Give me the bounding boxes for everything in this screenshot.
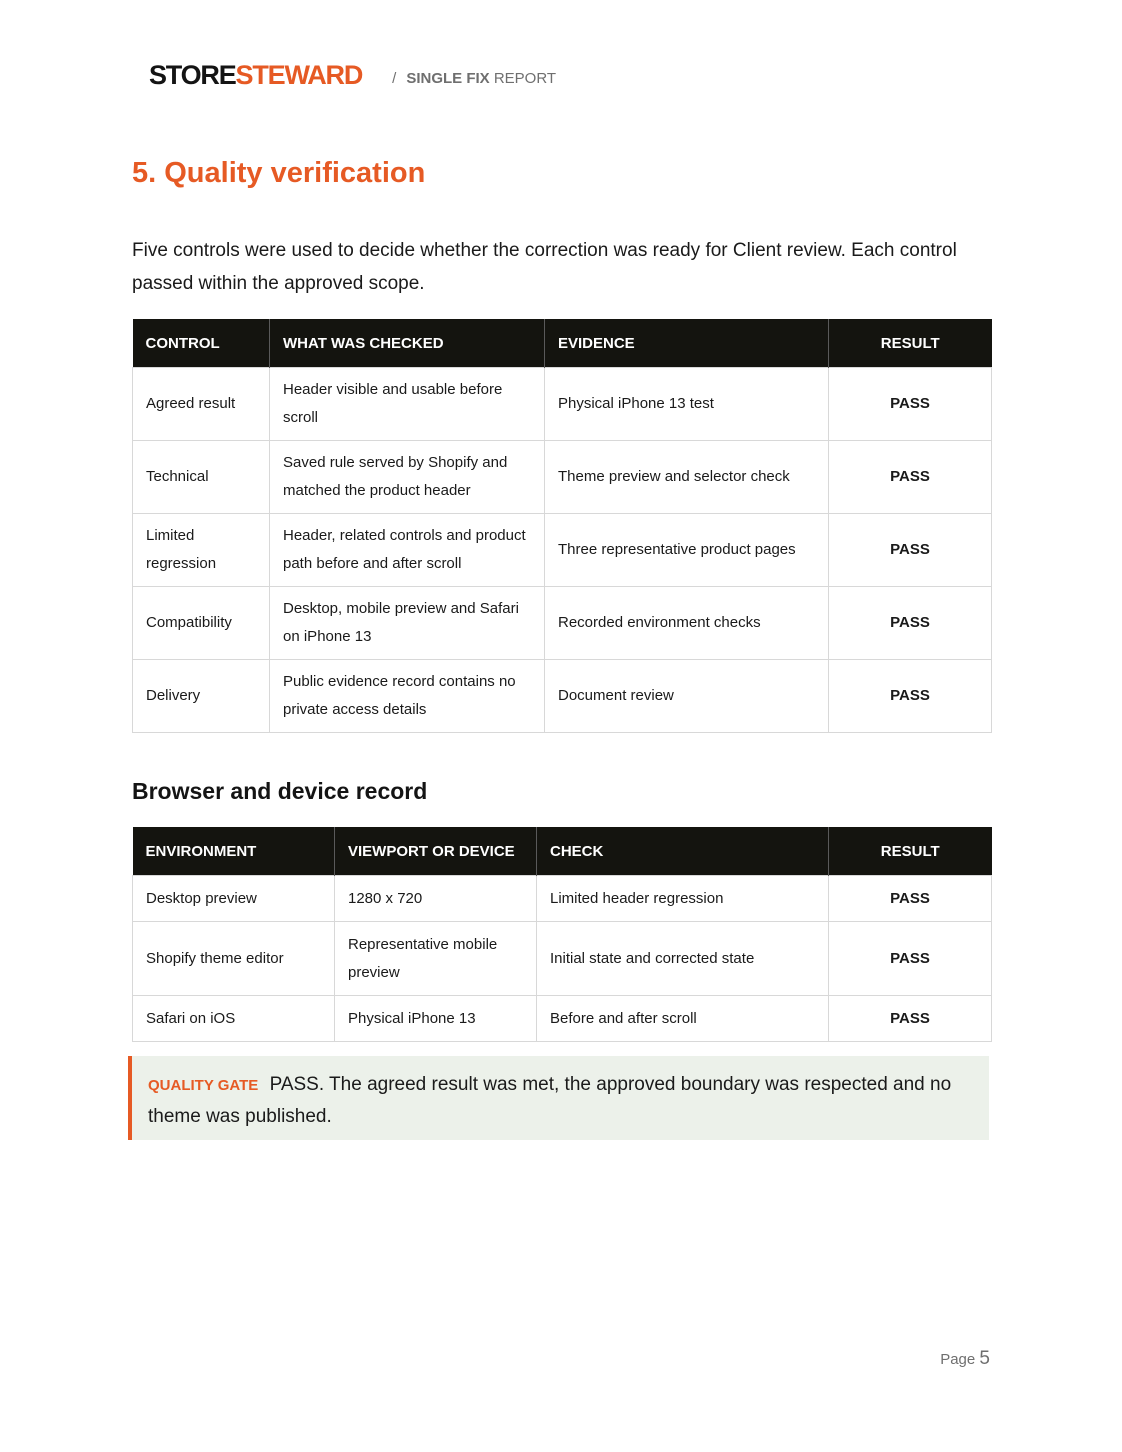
control-cell: Limited regression [133, 514, 270, 587]
page-number-value: 5 [979, 1348, 990, 1369]
check-cell: Limited header regression [537, 876, 829, 922]
viewport-cell: Physical iPhone 13 [335, 996, 537, 1042]
column-header-result: RESULT [829, 827, 992, 876]
quality-controls-table [132, 319, 992, 733]
table-header-row [133, 827, 992, 876]
evidence-cell: Theme preview and selector check [545, 441, 829, 514]
section-intro: Five controls were used to decide whether the correction was ready for Client review. Each control passed within the approved scope. [132, 240, 957, 294]
result-cell: PASS [829, 514, 992, 587]
table-row [133, 996, 992, 1042]
breadcrumb-separator: / [392, 70, 397, 87]
viewport-cell: Representative mobile preview [335, 922, 537, 996]
quality-gate-callout [128, 1056, 989, 1140]
table-row [133, 368, 992, 441]
environment-cell: Shopify theme editor [133, 922, 335, 996]
result-cell: PASS [829, 587, 992, 660]
result-cell: PASS [829, 922, 992, 996]
result-cell: PASS [829, 441, 992, 514]
logo-part-steward: STEWARD [235, 60, 363, 90]
report-type-bold: SINGLE FIX [406, 70, 490, 87]
page-number [940, 1348, 990, 1370]
table-row [133, 587, 992, 660]
evidence-cell: Recorded environment checks [545, 587, 829, 660]
environment-cell: Safari on iOS [133, 996, 335, 1042]
column-header-checked: WHAT WAS CHECKED [270, 319, 545, 368]
control-cell: Delivery [133, 660, 270, 733]
environment-cell: Desktop preview [133, 876, 335, 922]
evidence-cell: Three representative product pages [545, 514, 829, 587]
control-cell: Technical [133, 441, 270, 514]
result-cell: PASS [829, 876, 992, 922]
section-title: 5. Quality verification [132, 157, 426, 189]
report-header [149, 62, 556, 89]
control-cell: Agreed result [133, 368, 270, 441]
result-cell: PASS [829, 368, 992, 441]
checked-cell: Desktop, mobile preview and Safari on iPhone 13 [270, 587, 545, 660]
evidence-cell: Physical iPhone 13 test [545, 368, 829, 441]
check-cell: Before and after scroll [537, 996, 829, 1042]
column-header-check: CHECK [537, 827, 829, 876]
page-label: Page [940, 1351, 976, 1368]
report-type-rest: REPORT [493, 70, 557, 87]
column-header-environment: ENVIRONMENT [133, 827, 335, 876]
control-cell: Compatibility [133, 587, 270, 660]
table-header-row [133, 319, 992, 368]
result-cell: PASS [829, 996, 992, 1042]
quality-gate-text: PASS. The agreed result was met, the approved boundary was respected and no theme was published. [148, 1074, 952, 1127]
table-row [133, 922, 992, 996]
table-row [133, 441, 992, 514]
table-row [133, 876, 992, 922]
table-row [133, 660, 992, 733]
browser-device-table [132, 827, 992, 1042]
storesteward-logo [149, 62, 362, 89]
checked-cell: Saved rule served by Shopify and matched the product header [270, 441, 545, 514]
quality-gate-label: QUALITY GATE [148, 1077, 259, 1094]
column-header-viewport: VIEWPORT OR DEVICE [335, 827, 537, 876]
checked-cell: Header visible and usable before scroll [270, 368, 545, 441]
evidence-cell: Document review [545, 660, 829, 733]
table-row [133, 514, 992, 587]
viewport-cell: 1280 x 720 [335, 876, 537, 922]
column-header-result: RESULT [829, 319, 992, 368]
column-header-evidence: EVIDENCE [545, 319, 829, 368]
report-type-label [392, 64, 556, 87]
checked-cell: Header, related controls and product path before and after scroll [270, 514, 545, 587]
check-cell: Initial state and corrected state [537, 922, 829, 996]
logo-part-store: STORE [149, 60, 236, 90]
result-cell: PASS [829, 660, 992, 733]
browser-device-title: Browser and device record [132, 778, 428, 804]
column-header-control: CONTROL [133, 319, 270, 368]
checked-cell: Public evidence record contains no private access details [270, 660, 545, 733]
